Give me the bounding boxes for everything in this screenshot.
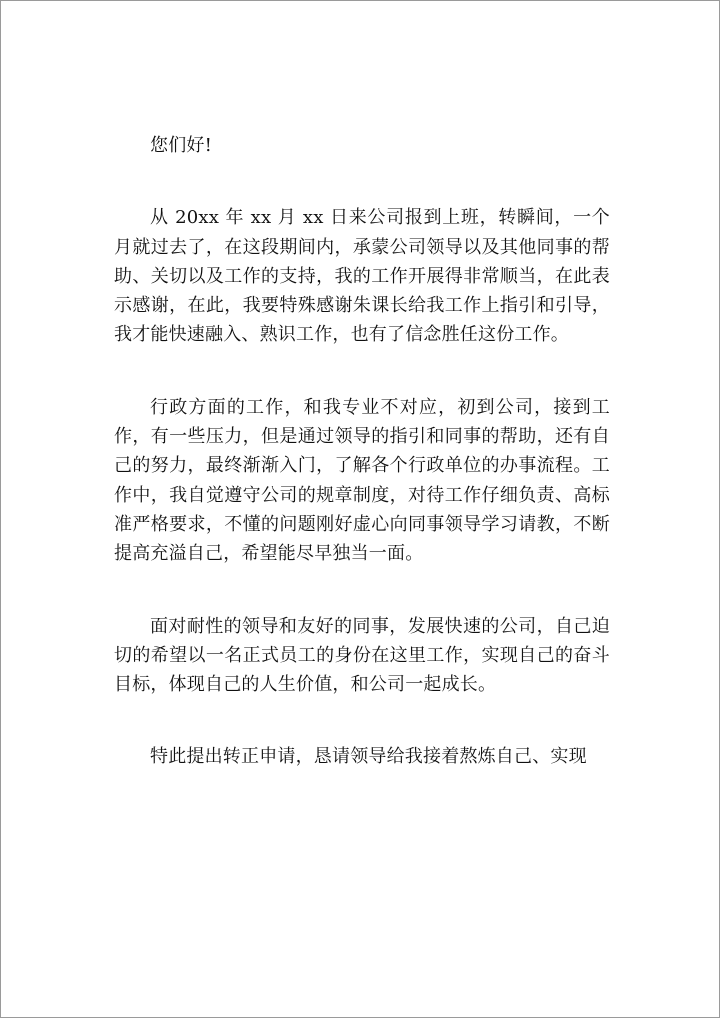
greeting: 您们好! <box>150 135 213 156</box>
paragraph-aspiration: 面对耐性的领导和友好的同事，发展快速的公司，自己迫切的希望以一名正式员工的身份在这里工作，实现自己的奋斗目标，体现自己的人生价值，和公司一起成长。 <box>114 615 610 696</box>
paragraph-admin-work: 行政方面的工作，和我专业不对应，初到公司，接到工作，有一些压力，但是通过领导的指引和同事的帮助，还有自己的努力，最终渐渐入门，了解各个行政单位的办事流程。工作中，我自觉遵守公司的规章制度，对待工作仔细负责、高标准严格要求，不懂的问题刚好虚心向同事领导学习请教，不断提高充溢自己，希望能尽早独当一面。 <box>114 396 610 565</box>
paragraph-intro: 从 20xx 年 xx 月 xx 日来公司报到上班，转瞬间，一个月就过去了，在这段期间内，承蒙公司领导以及其他同事的帮助、关切以及工作的支持，我的工作开展得非常顺当，在此表示感谢，在此，我要特殊感谢朱课长给我工作上指引和引导，我才能快速融入、熟识工作，也有了信念胜任这份工作。 <box>114 207 610 346</box>
paragraph-request: 特此提出转正申请，恳请领导给我接着熬炼自己、实现 <box>150 746 587 768</box>
document-body <box>114 131 610 772</box>
